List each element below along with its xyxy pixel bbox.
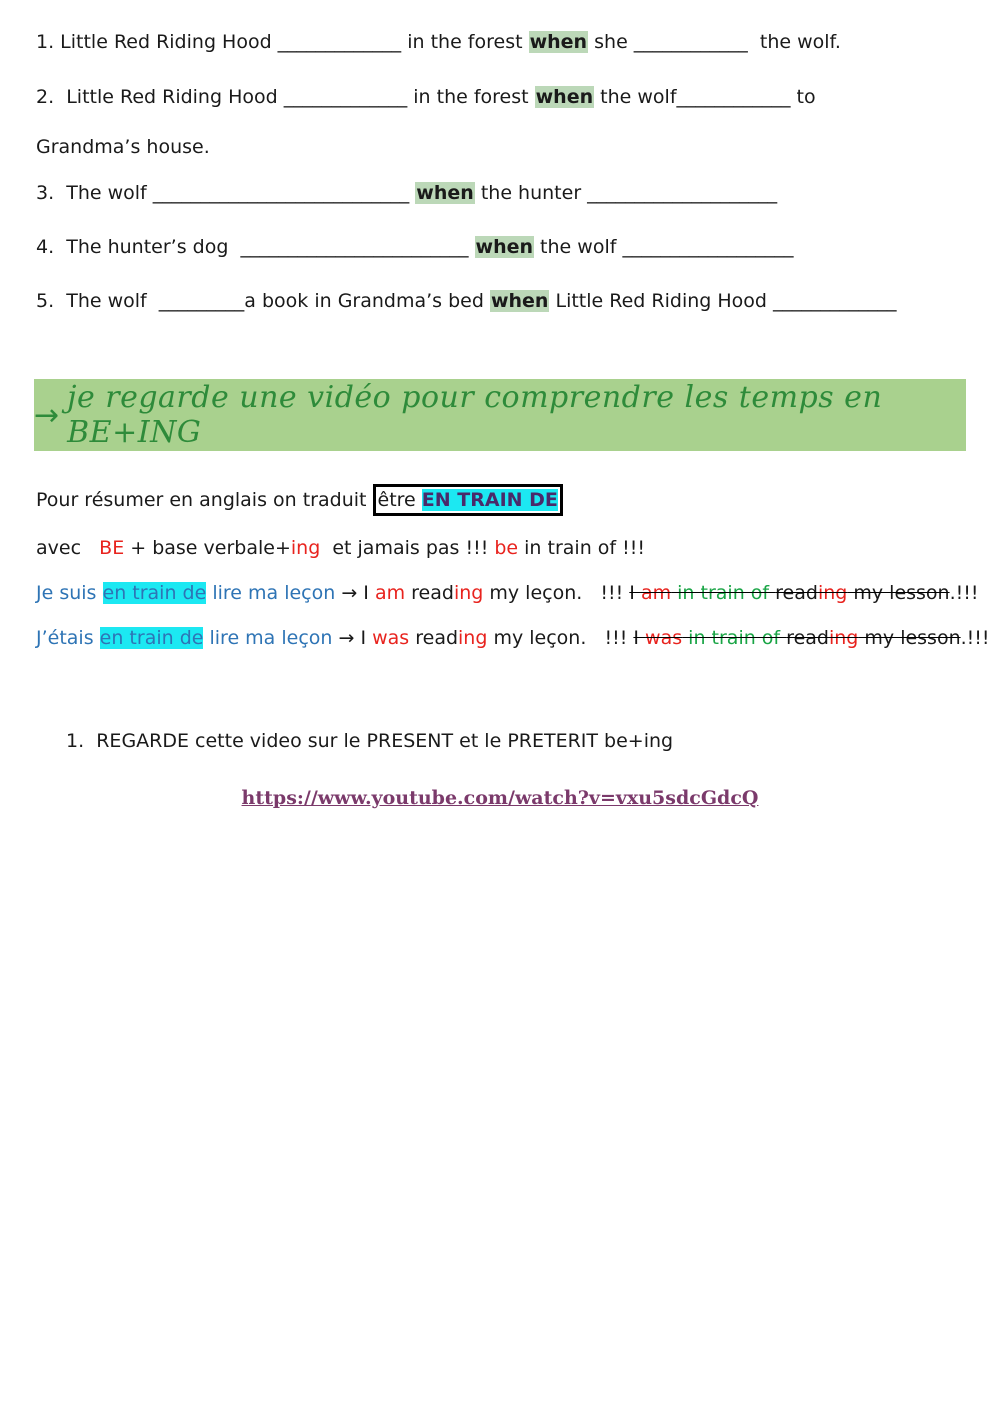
wrong-translation xyxy=(633,627,960,649)
exercise-2 xyxy=(36,84,816,110)
ing-keyword: ing xyxy=(290,537,321,559)
exercise-1 xyxy=(36,29,841,55)
french-text: Je suis xyxy=(36,582,103,604)
english-text: read xyxy=(409,627,459,649)
english-text: I xyxy=(360,627,373,649)
highlight-en-train-de: en train de xyxy=(102,582,207,604)
summary-intro: Pour résumer en anglais on traduit xyxy=(36,489,373,511)
task-item xyxy=(66,728,673,754)
summary-line xyxy=(36,484,563,516)
be-verb: was xyxy=(372,627,410,649)
ing-ending: ing xyxy=(458,627,488,649)
english-text: I xyxy=(363,582,375,604)
rule-text: + base verbale+ xyxy=(124,537,291,559)
english-text: read xyxy=(405,582,454,604)
french-text: lire ma leçon xyxy=(206,582,336,604)
exercise-text: 4. The hunter’s dog ________________________ xyxy=(36,236,475,258)
when-keyword: when xyxy=(490,290,549,312)
wrong-text: ing xyxy=(828,627,859,649)
example-present xyxy=(36,580,978,606)
banner-title: je regarde une vidéo pour comprendre les temps en BE+ING xyxy=(67,380,883,450)
english-text: my leçon. !!! xyxy=(487,627,634,649)
when-keyword: when xyxy=(416,182,474,204)
rule-text: avec xyxy=(36,537,100,559)
english-text: .!!! xyxy=(960,627,990,649)
wrong-text: read xyxy=(775,582,818,604)
video-banner xyxy=(34,379,966,451)
exercise-text: 2. Little Red Riding Hood _____________ in the forest xyxy=(36,86,535,108)
rule-text: et jamais pas !!! xyxy=(320,537,495,559)
wrong-text: ing xyxy=(817,582,848,604)
task-text: REGARDE cette video sur le PRESENT et le PRETERIT be+ing xyxy=(96,730,674,752)
youtube-link[interactable]: https://www.youtube.com/watch?v=vxu5sdcGdcQ xyxy=(241,787,759,809)
exercise-text: she ____________ the wolf. xyxy=(588,31,841,53)
exercise-text: Little Red Riding Hood _____________ xyxy=(549,290,897,312)
be-verb: am xyxy=(374,582,406,604)
wrong-text: my lesson xyxy=(858,627,961,649)
exercise-3 xyxy=(36,180,777,206)
exercise-text: 1. Little Red Riding Hood _____________ in the forest xyxy=(36,31,529,53)
ing-ending: ing xyxy=(453,582,484,604)
exercise-text: the hunter ____________________ xyxy=(474,182,778,204)
english-text: .!!! xyxy=(949,582,979,604)
highlight-en-train-de: en train de xyxy=(99,627,204,649)
wrong-text: am xyxy=(640,582,672,604)
arrow-right-icon: → xyxy=(34,397,60,433)
rule-line xyxy=(36,535,645,561)
be-keyword: be xyxy=(494,537,519,559)
exercise-5 xyxy=(36,288,897,314)
arrow-right-icon: → xyxy=(332,627,361,649)
arrow-right-icon: → xyxy=(335,582,364,604)
translation-box xyxy=(373,484,563,516)
exercise-text: 5. The wolf _________a book in Grandma’s bed xyxy=(36,290,490,312)
wrong-text: in train of xyxy=(671,582,776,604)
exercise-text: 3. The wolf ___________________________ xyxy=(36,182,416,204)
wrong-text: I xyxy=(633,627,646,649)
wrong-text: in train of xyxy=(682,627,787,649)
wrong-text: my lesson xyxy=(847,582,950,604)
when-keyword: when xyxy=(475,236,534,258)
be-keyword: BE xyxy=(99,537,125,559)
wrong-text: was xyxy=(645,627,683,649)
exercise-text: the wolf __________________ xyxy=(534,236,794,258)
exercise-2-continuation: Grandma’s house. xyxy=(36,136,210,158)
wrong-translation xyxy=(629,582,949,604)
example-past xyxy=(36,625,990,651)
french-text: J’étais xyxy=(36,627,100,649)
wrong-text: I xyxy=(629,582,641,604)
exercise-4 xyxy=(36,234,793,260)
en-train-de-tag: EN TRAIN DE xyxy=(421,489,558,511)
french-text: lire ma leçon xyxy=(203,627,333,649)
exercise-text: the wolf____________ to xyxy=(594,86,816,108)
wrong-text: read xyxy=(786,627,829,649)
when-keyword: when xyxy=(535,86,594,108)
english-text: my leçon. !!! xyxy=(483,582,630,604)
when-keyword: when xyxy=(529,31,588,53)
task-number: 1. xyxy=(66,730,85,752)
etre-word: être xyxy=(377,489,422,511)
rule-text: in train of !!! xyxy=(518,537,645,559)
